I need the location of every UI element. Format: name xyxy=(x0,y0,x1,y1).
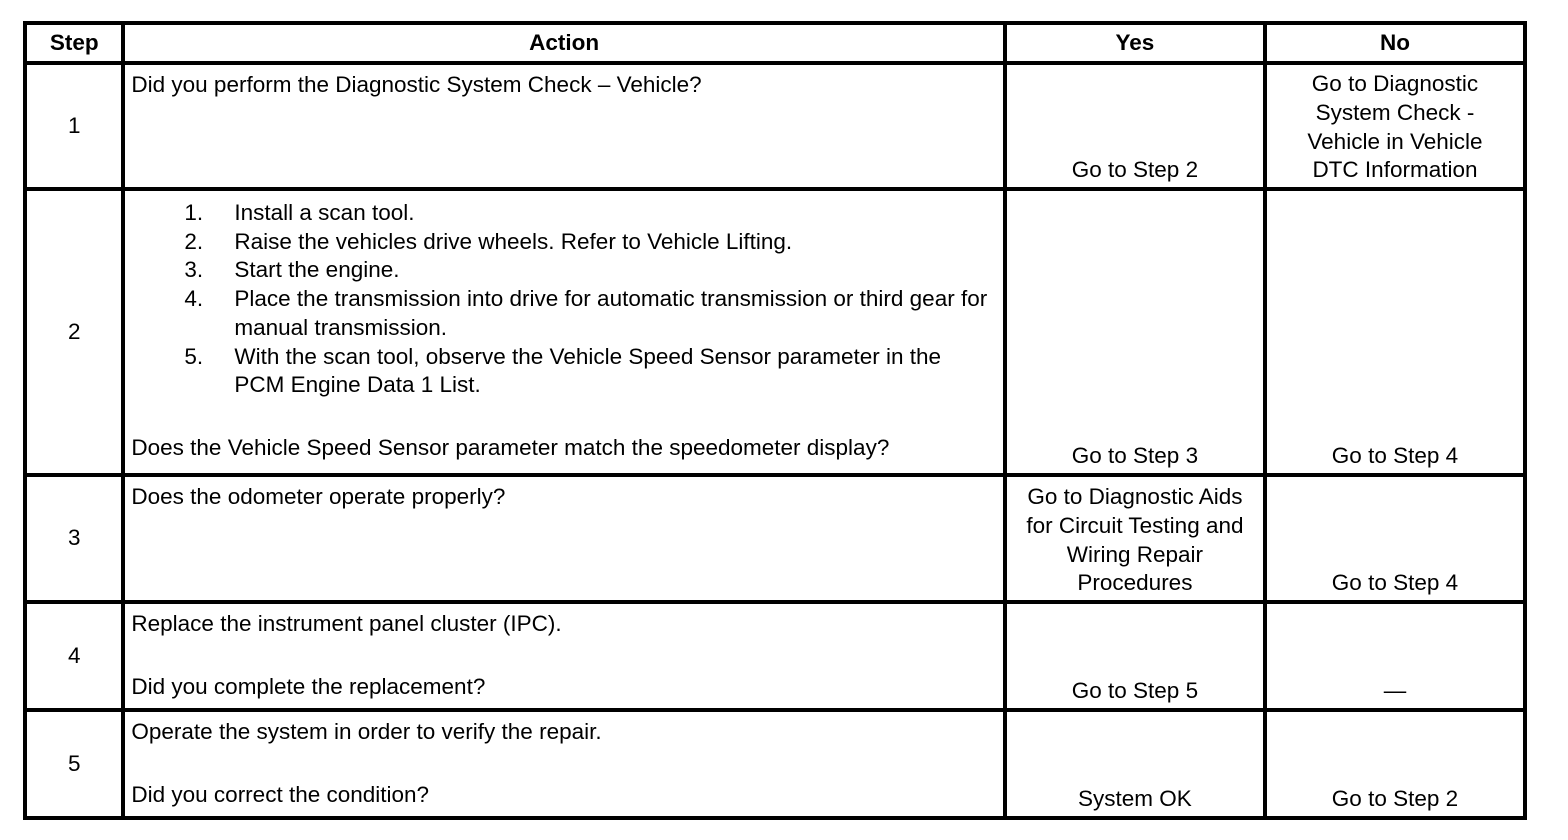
yes-cell xyxy=(1005,602,1265,710)
diagnostic-table xyxy=(23,21,1527,820)
no-cell xyxy=(1265,189,1525,475)
action-cell xyxy=(123,602,1005,710)
step-number: 2 xyxy=(25,189,123,475)
yes-text-line: for Circuit Testing and xyxy=(1026,512,1244,538)
table-row xyxy=(25,63,1525,189)
step-number: 3 xyxy=(25,475,123,602)
no-text: — xyxy=(1383,678,1407,704)
action-cell xyxy=(123,710,1005,818)
action-text: Did you perform the Diagnostic System Check – Vehicle? xyxy=(131,72,702,97)
no-cell xyxy=(1265,602,1525,710)
action-question: Did you complete the replacement? xyxy=(131,674,486,700)
table-row xyxy=(25,475,1525,602)
header-row xyxy=(25,23,1525,63)
yes-text: Go to Step 5 xyxy=(1071,678,1199,704)
list-item: 4. Place the transmission into drive for automatic transmission or third gear for manual transmission. xyxy=(184,286,988,340)
step-number: 1 xyxy=(25,63,123,189)
no-cell xyxy=(1265,63,1525,189)
no-text-line: Vehicle in Vehicle xyxy=(1307,128,1483,154)
no-cell xyxy=(1265,710,1525,818)
list-item: 3. Start the engine. xyxy=(184,257,400,283)
header-step: Step xyxy=(25,23,123,63)
procedure-list xyxy=(131,199,997,400)
table-row xyxy=(25,189,1525,475)
yes-text: Go to Step 3 xyxy=(1071,443,1199,469)
action-question: Did you correct the condition? xyxy=(131,782,430,808)
header-no: No xyxy=(1265,23,1525,63)
no-text: Go to Step 4 xyxy=(1331,570,1459,596)
yes-cell xyxy=(1005,710,1265,818)
list-item: 1. Install a scan tool. xyxy=(184,200,415,225)
no-text: Go to Step 2 xyxy=(1331,786,1459,812)
header-yes: Yes xyxy=(1005,23,1265,63)
no-text-line: Go to Diagnostic xyxy=(1311,71,1479,97)
no-text: Go to Step 4 xyxy=(1331,443,1459,469)
yes-text: Go to Step 2 xyxy=(1071,157,1199,183)
yes-text-line: Go to Diagnostic Aids xyxy=(1027,484,1243,510)
yes-cell xyxy=(1005,63,1265,189)
no-text-line: System Check - xyxy=(1315,99,1475,125)
action-cell xyxy=(123,189,1005,475)
no-cell xyxy=(1265,475,1525,602)
list-item: 5. With the scan tool, observe the Vehicle Speed Sensor parameter in the PCM Engine Data 1 List. xyxy=(184,343,942,398)
table-row xyxy=(25,710,1525,818)
list-item: 2. Raise the vehicles drive wheels. Refer to Vehicle Lifting. xyxy=(184,228,793,254)
no-text-line: DTC Information xyxy=(1312,157,1478,183)
step-number: 5 xyxy=(25,710,123,818)
action-text: Does the odometer operate properly? xyxy=(131,484,506,509)
action-cell xyxy=(123,475,1005,602)
step-number: 4 xyxy=(25,602,123,710)
yes-text: System OK xyxy=(1078,786,1192,812)
action-question: Does the Vehicle Speed Sensor parameter match the speedometer display? xyxy=(131,435,890,461)
yes-text-line: Procedures xyxy=(1077,570,1193,596)
header-action: Action xyxy=(123,23,1005,63)
action-text: Operate the system in order to verify the repair. xyxy=(131,719,602,744)
yes-cell xyxy=(1005,189,1265,475)
action-text: Replace the instrument panel cluster (IPC). xyxy=(131,611,562,636)
yes-text-line: Wiring Repair xyxy=(1066,541,1204,567)
action-cell xyxy=(123,63,1005,189)
table-row xyxy=(25,602,1525,710)
yes-cell xyxy=(1005,475,1265,602)
